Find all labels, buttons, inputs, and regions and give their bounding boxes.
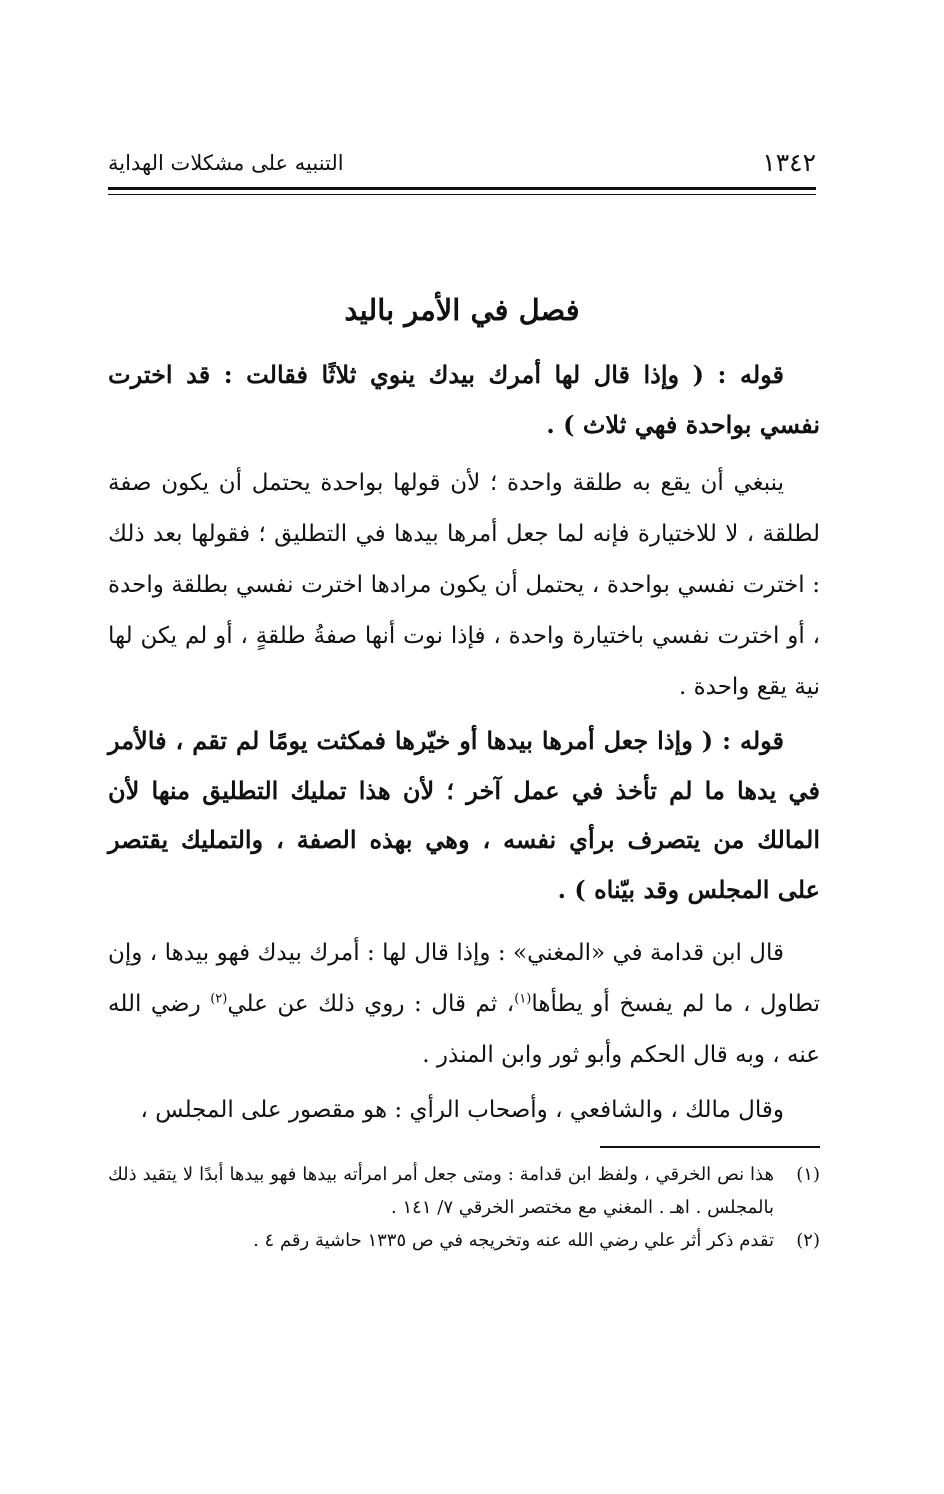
commentary-paragraph-1: ينبغي أن يقع به طلقة واحدة ؛ لأن قولها بواحدة يحتمل أن يكون صفة لطلقة ، لا للاختيارة فإنه لما جعل أمرها بيدها في التطليق ؛ فقولها بعد ذلك : اخترت نفسي بواحدة ، يحتمل أن يكون مرادها اخترت نفسي بطلقة واحدة ، أو اخترت نفسي باختيارة واحدة ، فإذا نوت أنها صفةُ طلقةٍ ، أو لم يكن لها نية يقع واحدة . — [108, 470, 820, 700]
footnote-number: (١) — [796, 1164, 820, 1185]
quoted-text-paragraph-1: قوله : ( وإذا قال لها أمرك بيدك ينوي ثلاثًا فقالت : قد اخترت نفسي بواحدة فهي ثلاث ) . — [108, 360, 820, 439]
running-header — [108, 143, 816, 183]
commentary-paragraph-3: وقال مالك ، والشافعي ، وأصحاب الرأي : هو مقصور على المجلس ، — [140, 1097, 784, 1123]
book-title: التنبيه على مشكلات الهداية — [108, 151, 344, 175]
commentary-paragraph-2 — [108, 928, 820, 1081]
header-rule-thick — [108, 187, 816, 190]
footnotes-section — [108, 1158, 820, 1257]
footnote-2 — [108, 1224, 820, 1257]
footnote-marker-2[interactable]: (٢) — [210, 991, 228, 1007]
footnote-marker-1[interactable]: (١) — [514, 991, 532, 1007]
paragraph-text: قال ابن قدامة في «المغني» : وإذا قال لها : أمرك بيدك فهو بيدها ، وإن تطاول ، ما لم يفسخ أو يطأها — [108, 940, 820, 1017]
footnote-text: هذا نص الخرقي ، ولفظ ابن قدامة : ومتى جعل أمر امرأته بيدها فهو بيدها أبدًا لا يتقيد ذلك بالمجلس . اهـ . المغني مع مختصر الخرقي ٧/ ١٤١ . — [108, 1164, 774, 1218]
page-number: ١٣٤٢ — [762, 148, 816, 177]
footnote-text: تقدم ذكر أثر علي رضي الله عنه وتخريجه في ص ١٣٣٥ حاشية رقم ٤ . — [253, 1230, 774, 1251]
footnote-1 — [108, 1158, 820, 1224]
quoted-text-paragraph-2: قوله : ( وإذا جعل أمرها بيدها أو خيّرها فمكثت يومًا لم تقم ، فالأمر في يدها ما لم تأخذ في عمل آخر ؛ لأن هذا تمليك التطليق منها لأن المالك من يتصرف برأي نفسه ، وهي بهذه الصفة ، والتمليك يقتصر على المجلس وقد بيّناه ) . — [108, 726, 820, 904]
chapter-heading: فصل في الأمر باليد — [344, 293, 580, 327]
footnote-separator — [600, 1146, 820, 1148]
header-rule-thin — [108, 194, 816, 195]
paragraph-text: رضي الله عنه ، وبه قال الحكم وأبو ثور وابن المنذر . — [108, 991, 820, 1068]
footnote-number: (٢) — [796, 1230, 820, 1251]
paragraph-text: ، ثم قال : روي ذلك عن علي — [227, 991, 515, 1017]
